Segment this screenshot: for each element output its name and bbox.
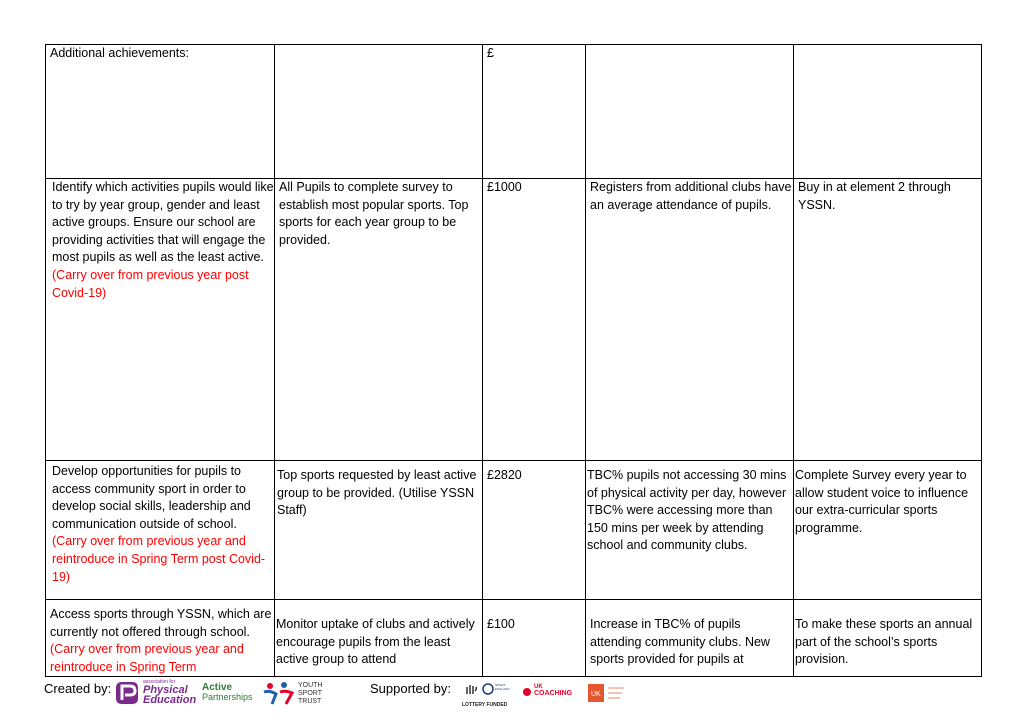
cell-text: £1000 — [487, 180, 522, 194]
funding-cell — [483, 461, 586, 600]
yst-word-1: YOUTH — [298, 682, 323, 689]
implementation-cell — [275, 179, 483, 461]
table-row — [46, 45, 982, 179]
svg-text:UK: UK — [591, 691, 601, 698]
cell-text: £2820 — [487, 468, 522, 482]
yst-word-2: SPORT — [298, 690, 322, 697]
uk-coaching-logo — [522, 684, 578, 704]
table-row — [46, 179, 982, 461]
uk-coaching-word-1: UK — [534, 684, 543, 690]
cell-text: Registers from additional clubs have an average attendance of pupils. — [590, 180, 792, 212]
carry-over-note: (Carry over from previous year post Covid-19) — [52, 267, 249, 300]
cell-text: Increase in TBC% of pupils attending community clubs. New sports provided for pupils at — [590, 617, 770, 667]
partnerships-word: Partnerships — [202, 692, 253, 702]
cell-text: To make these sports an annual part of the school’s sports provision. — [795, 617, 973, 667]
cell-text: £ — [487, 46, 494, 60]
sport-england-mark-icon — [482, 683, 494, 695]
cell-text: Additional achievements: — [50, 46, 189, 60]
lottery-funded-word: LOTTERY FUNDED — [462, 702, 508, 708]
cell-text: Identify which activities pupils would like to try by year group, gender and least active groups. Ensure our school are providing activities that will engage the most pupils as well as the least active. — [52, 180, 274, 265]
uk-coaching-word-2: COACHING — [534, 690, 573, 697]
cell-text: Monitor uptake of clubs and actively encourage pupils from the least active group to attend — [276, 617, 475, 667]
funding-cell — [483, 179, 586, 461]
cell-text: Complete Survey every year to allow student voice to influence our extra-curricular sports programme. — [795, 468, 969, 535]
impact-cell — [586, 179, 794, 461]
cell-text: £100 — [487, 617, 515, 631]
sustainability-cell — [794, 179, 982, 461]
impact-cell — [586, 45, 794, 179]
yst-figures-icon — [262, 680, 294, 706]
carry-over-note: (Carry over from previous year and reintroduce in Spring Term post Covid-19) — [52, 534, 266, 584]
funding-plan-table — [45, 44, 982, 677]
cell-text: Buy in at element 2 through YSSN. — [798, 180, 951, 212]
cell-text: Develop opportunities for pupils to access community sport in order to develop social skills, leadership and communication outside of school. — [52, 464, 251, 531]
implementation-cell — [275, 600, 483, 677]
yst-word-3: TRUST — [298, 698, 322, 705]
implementation-cell — [275, 45, 483, 179]
youth-sport-trust-logo — [262, 680, 332, 708]
intent-cell — [46, 461, 275, 600]
implementation-cell — [275, 461, 483, 600]
uk-active-mark-icon — [588, 684, 628, 704]
intent-cell — [46, 179, 275, 461]
uk-coaching-dot-icon — [522, 687, 532, 697]
page-footer — [0, 680, 1024, 720]
cell-text: All Pupils to complete survey to establish most popular sports. Top sports for each year group to be provided. — [279, 180, 469, 247]
sustainability-cell — [794, 45, 982, 179]
created-by-label: Created by: — [44, 681, 112, 696]
afpe-tagline: association for — [143, 679, 176, 685]
sustainability-cell — [794, 461, 982, 600]
intent-cell — [46, 600, 275, 677]
cell-text: Top sports requested by least active group to be provided. (Utilise YSSN Staff) — [277, 468, 477, 518]
intent-cell — [46, 45, 275, 179]
uk-active-logo — [588, 684, 628, 704]
lottery-fingers-icon — [464, 682, 478, 696]
table-row — [46, 600, 982, 677]
impact-cell — [586, 461, 794, 600]
afpe-word-1: Physical — [143, 684, 188, 696]
active-word: Active — [202, 682, 233, 693]
afpe-logo — [116, 680, 200, 706]
afpe-word-2: Education — [143, 694, 197, 706]
carry-over-note: (Carry over from previous year and reintroduce in Spring Term — [50, 642, 244, 674]
table-row — [46, 461, 982, 600]
cell-text: TBC% pupils not accessing 30 mins of physical activity per day, however TBC% were accessing more than 150 mins per week by attending school and community clubs. — [587, 468, 787, 553]
impact-cell — [586, 600, 794, 677]
funding-cell — [483, 45, 586, 179]
sustainability-cell — [794, 600, 982, 677]
cell-text: Access sports through YSSN, which are currently not offered through school. — [50, 607, 272, 639]
supported-by-label: Supported by: — [370, 681, 451, 696]
sport-england-word: SPORT ENGLAND — [495, 683, 510, 691]
sport-england-logo — [462, 682, 512, 710]
active-partnerships-logo — [202, 682, 262, 706]
funding-cell — [483, 600, 586, 677]
